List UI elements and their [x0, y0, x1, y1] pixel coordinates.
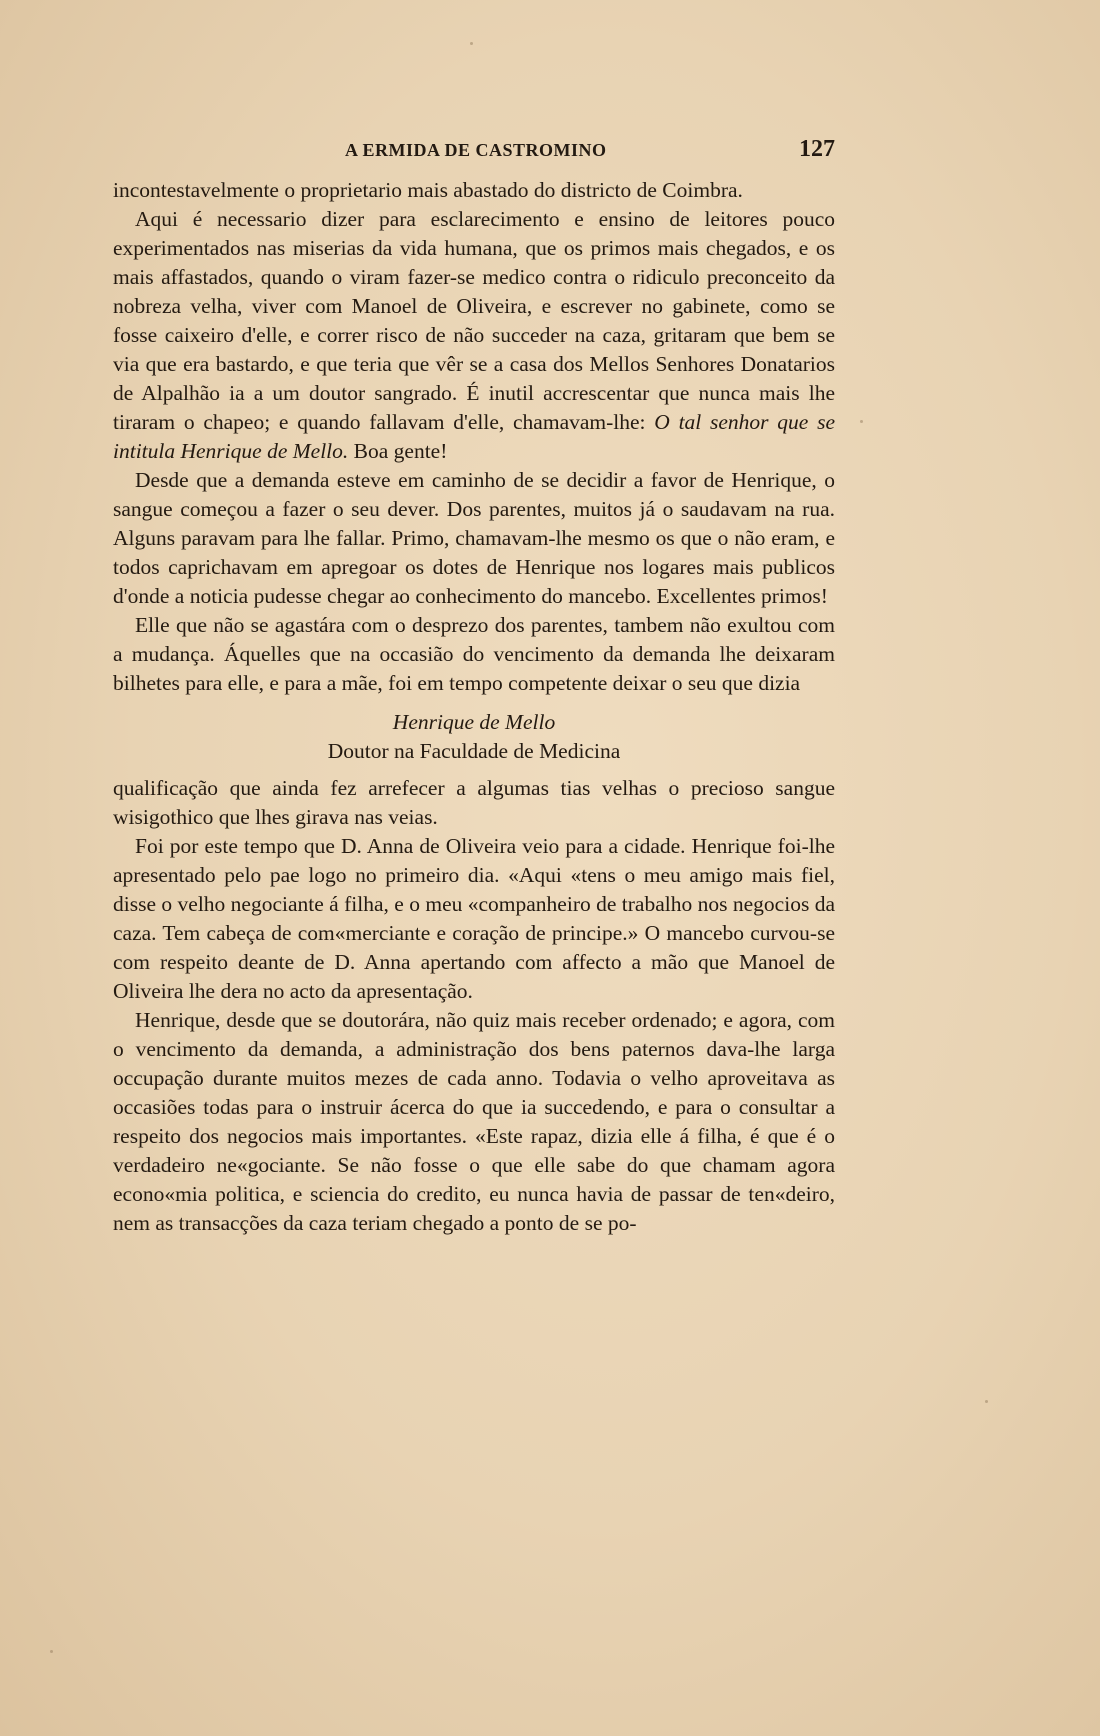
paper-speck [985, 1400, 988, 1403]
paper-speck [470, 42, 473, 45]
signature-title: Doutor na Faculdade de Medicina [327, 739, 621, 763]
paper-speck [50, 1650, 53, 1653]
paragraph-5: qualificação que ainda fez arrefecer a algumas tias velhas o precioso sangue wisigothico que lhes girava nas veias. [113, 776, 835, 829]
paragraph-4: Elle que não se agastára com o desprezo dos parentes, tambem não exultou com a mudança. Áquelles que na occasião do vencimento da demanda lhe deixaram bilhetes para elle, e para a mãe, foi em tempo competente deixar o seu que dizia [113, 613, 835, 695]
paragraph-2-text: Aqui é necessario dizer para esclarecimento e ensino de leitores pouco experimentados nas miserias da vida humana, que os primos mais chegados, e os mais affastados, quando o viram fazer-se medico contra o ridiculo preconceito da nobreza velha, viver com Manoel de Oliveira, e escrever no gabinete, como se fosse caixeiro d'elle, e correr risco de não succeder na caza, gritaram que bem se via que era bastardo, e que teria que vêr se a casa dos Mellos Senhores Donatarios de Alpalhão ia a um doutor sangrado. É inutil accrescentar que nunca mais lhe tiraram o chapeo; e quando fallavam d'elle, chamavam-lhe: [113, 207, 835, 434]
signature-name: Henrique de Mello [392, 710, 556, 734]
body-text [113, 176, 835, 1238]
running-title: A ERMIDA DE CASTROMINO [345, 140, 607, 160]
paragraph-6: Foi por este tempo que D. Anna de Oliveira veio para a cidade. Henrique foi-lhe apresentado pelo pae logo no primeiro dia. «Aqui «tens o meu amigo mais fiel, disse o velho negociante á filha, e o meu «companheiro de trabalho nos negocios da caza. Tem cabeça de com«merciante e coração de principe.» O mancebo curvou-se com respeito deante de D. Anna apertando com affecto a mão que Manoel de Oliveira lhe dera no acto da apresentação. [113, 834, 835, 1003]
quote-tail: Boa gente! [348, 439, 448, 463]
paragraph-7: Henrique, desde que se doutorára, não quiz mais receber ordenado; e agora, com o vencimento da demanda, a administração dos bens paternos dava-lhe larga occupação durante muitos mezes de cada anno. Todavia o velho aproveitava as occasiões todas para o instruir ácerca do que ia succedendo, e para o consultar a respeito dos negocios mais importantes. «Este rapaz, dizia elle á filha, é que é o verdadeiro ne«gociante. Se não fosse o que elle sabe do que chamam agora econo«mia politica, e sciencia do credito, eu nunca havia de passar de ten«deiro, nem as transacções da caza teriam chegado a ponto de se po- [113, 1008, 835, 1235]
paragraph-2 [113, 205, 835, 466]
paragraph-1: incontestavelmente o proprietario mais abastado do districto de Coimbra. [113, 178, 743, 202]
page-header [113, 136, 835, 166]
page-number: 127 [799, 136, 835, 162]
paper-speck [860, 420, 863, 423]
paragraph-3: Desde que a demanda esteve em caminho de se decidir a favor de Henrique, o sangue começou a fazer o seu dever. Dos parentes, muitos já o saudavam na rua. Alguns paravam para lhe fallar. Primo, chamavam-lhe mesmo os que o não eram, e todos caprichavam em apregoar os dotes de Henrique nos logares mais publicos d'onde a noticia pudesse chegar ao conhecimento do mancebo. Excellentes primos! [113, 468, 835, 608]
italic-quote: O tal senhor que se intitula Henrique de Mello. [113, 410, 836, 463]
